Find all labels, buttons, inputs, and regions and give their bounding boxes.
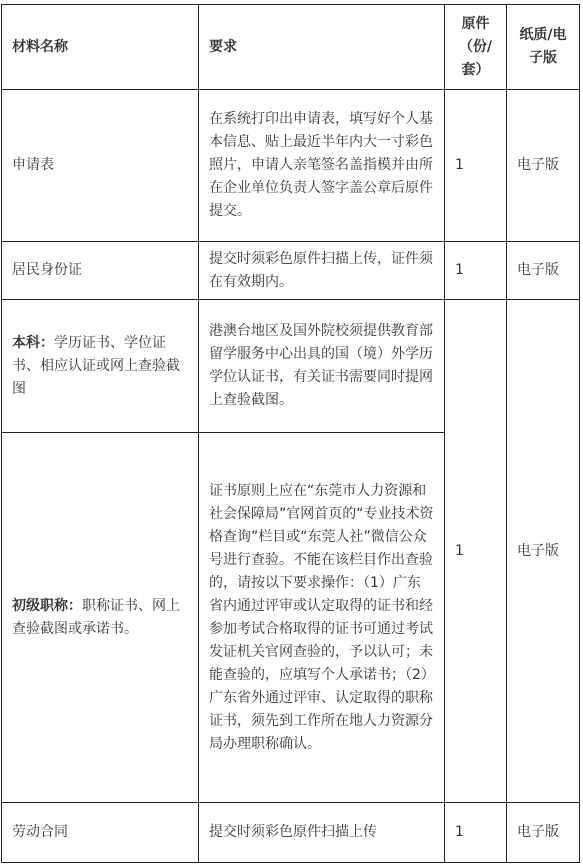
- table-row: [2, 90, 580, 242]
- row-name: 申请表: [2, 90, 199, 242]
- row-requirement: 提交时须彩色原件扫描上传，证件须在有效期内。: [199, 242, 445, 300]
- table-row: [2, 242, 580, 300]
- header-requirement: 要求: [199, 5, 445, 90]
- row-name: 居民身份证: [2, 242, 199, 300]
- row-name: 劳动合同: [2, 803, 199, 863]
- row-format: 电子版: [507, 90, 580, 242]
- table-row: [2, 803, 580, 863]
- row-name: [2, 300, 199, 433]
- row-copies: 1: [445, 242, 507, 300]
- title-text: 职称证书、网上查验截图或承诺书。: [12, 597, 180, 637]
- degree-text: 学历证书、学位证书、相应认证或网上查验截图: [12, 334, 180, 397]
- merged-format: 电子版: [507, 300, 580, 803]
- row-name: [2, 433, 199, 803]
- row-copies: 1: [445, 803, 507, 863]
- row-copies: 1: [445, 90, 507, 242]
- degree-label: 本科：: [12, 334, 54, 351]
- row-requirement: 港澳台地区及国外院校须提供教育部留学服务中心出具的国（境）外学历学位认证书，有关证书需要同时提网上查验截图。: [199, 300, 445, 433]
- title-label: 初级职称：: [12, 597, 82, 614]
- merged-copies: 1: [445, 300, 507, 803]
- header-copies: 原件（份/套）: [445, 5, 507, 90]
- row-format: 电子版: [507, 803, 580, 863]
- table-row: [2, 300, 580, 433]
- header-format: 纸质/电子版: [507, 5, 580, 90]
- row-requirement: 提交时须彩色原件扫描上传: [199, 803, 445, 863]
- table-header-row: [2, 5, 580, 90]
- row-requirement: 证书原则上应在“东莞市人力资源和社会保障局”官网首页的“专业技术资格查询”栏目或“东莞人社”微信公众号进行查验。不能在该栏目作出查验的，请按以下要求操作：（1）广东省内通过评审或认定取得的证书和经参加考试合格取得的证书可通过考试发证机关官网查验的，予以认可；未能查验的，应填写个人承诺书；（2）广东省外通过评审、认定取得的职称证书，须先到工作所在地人力资源分局办理职称确认。: [199, 433, 445, 803]
- header-name: 材料名称: [2, 5, 199, 90]
- row-requirement: 在系统打印出申请表，填写好个人基本信息、贴上最近半年内大一寸彩色照片，申请人亲笔签名盖指模并由所在企业单位负责人签字盖公章后原件提交。: [199, 90, 445, 242]
- materials-table: [1, 4, 580, 863]
- row-format: 电子版: [507, 242, 580, 300]
